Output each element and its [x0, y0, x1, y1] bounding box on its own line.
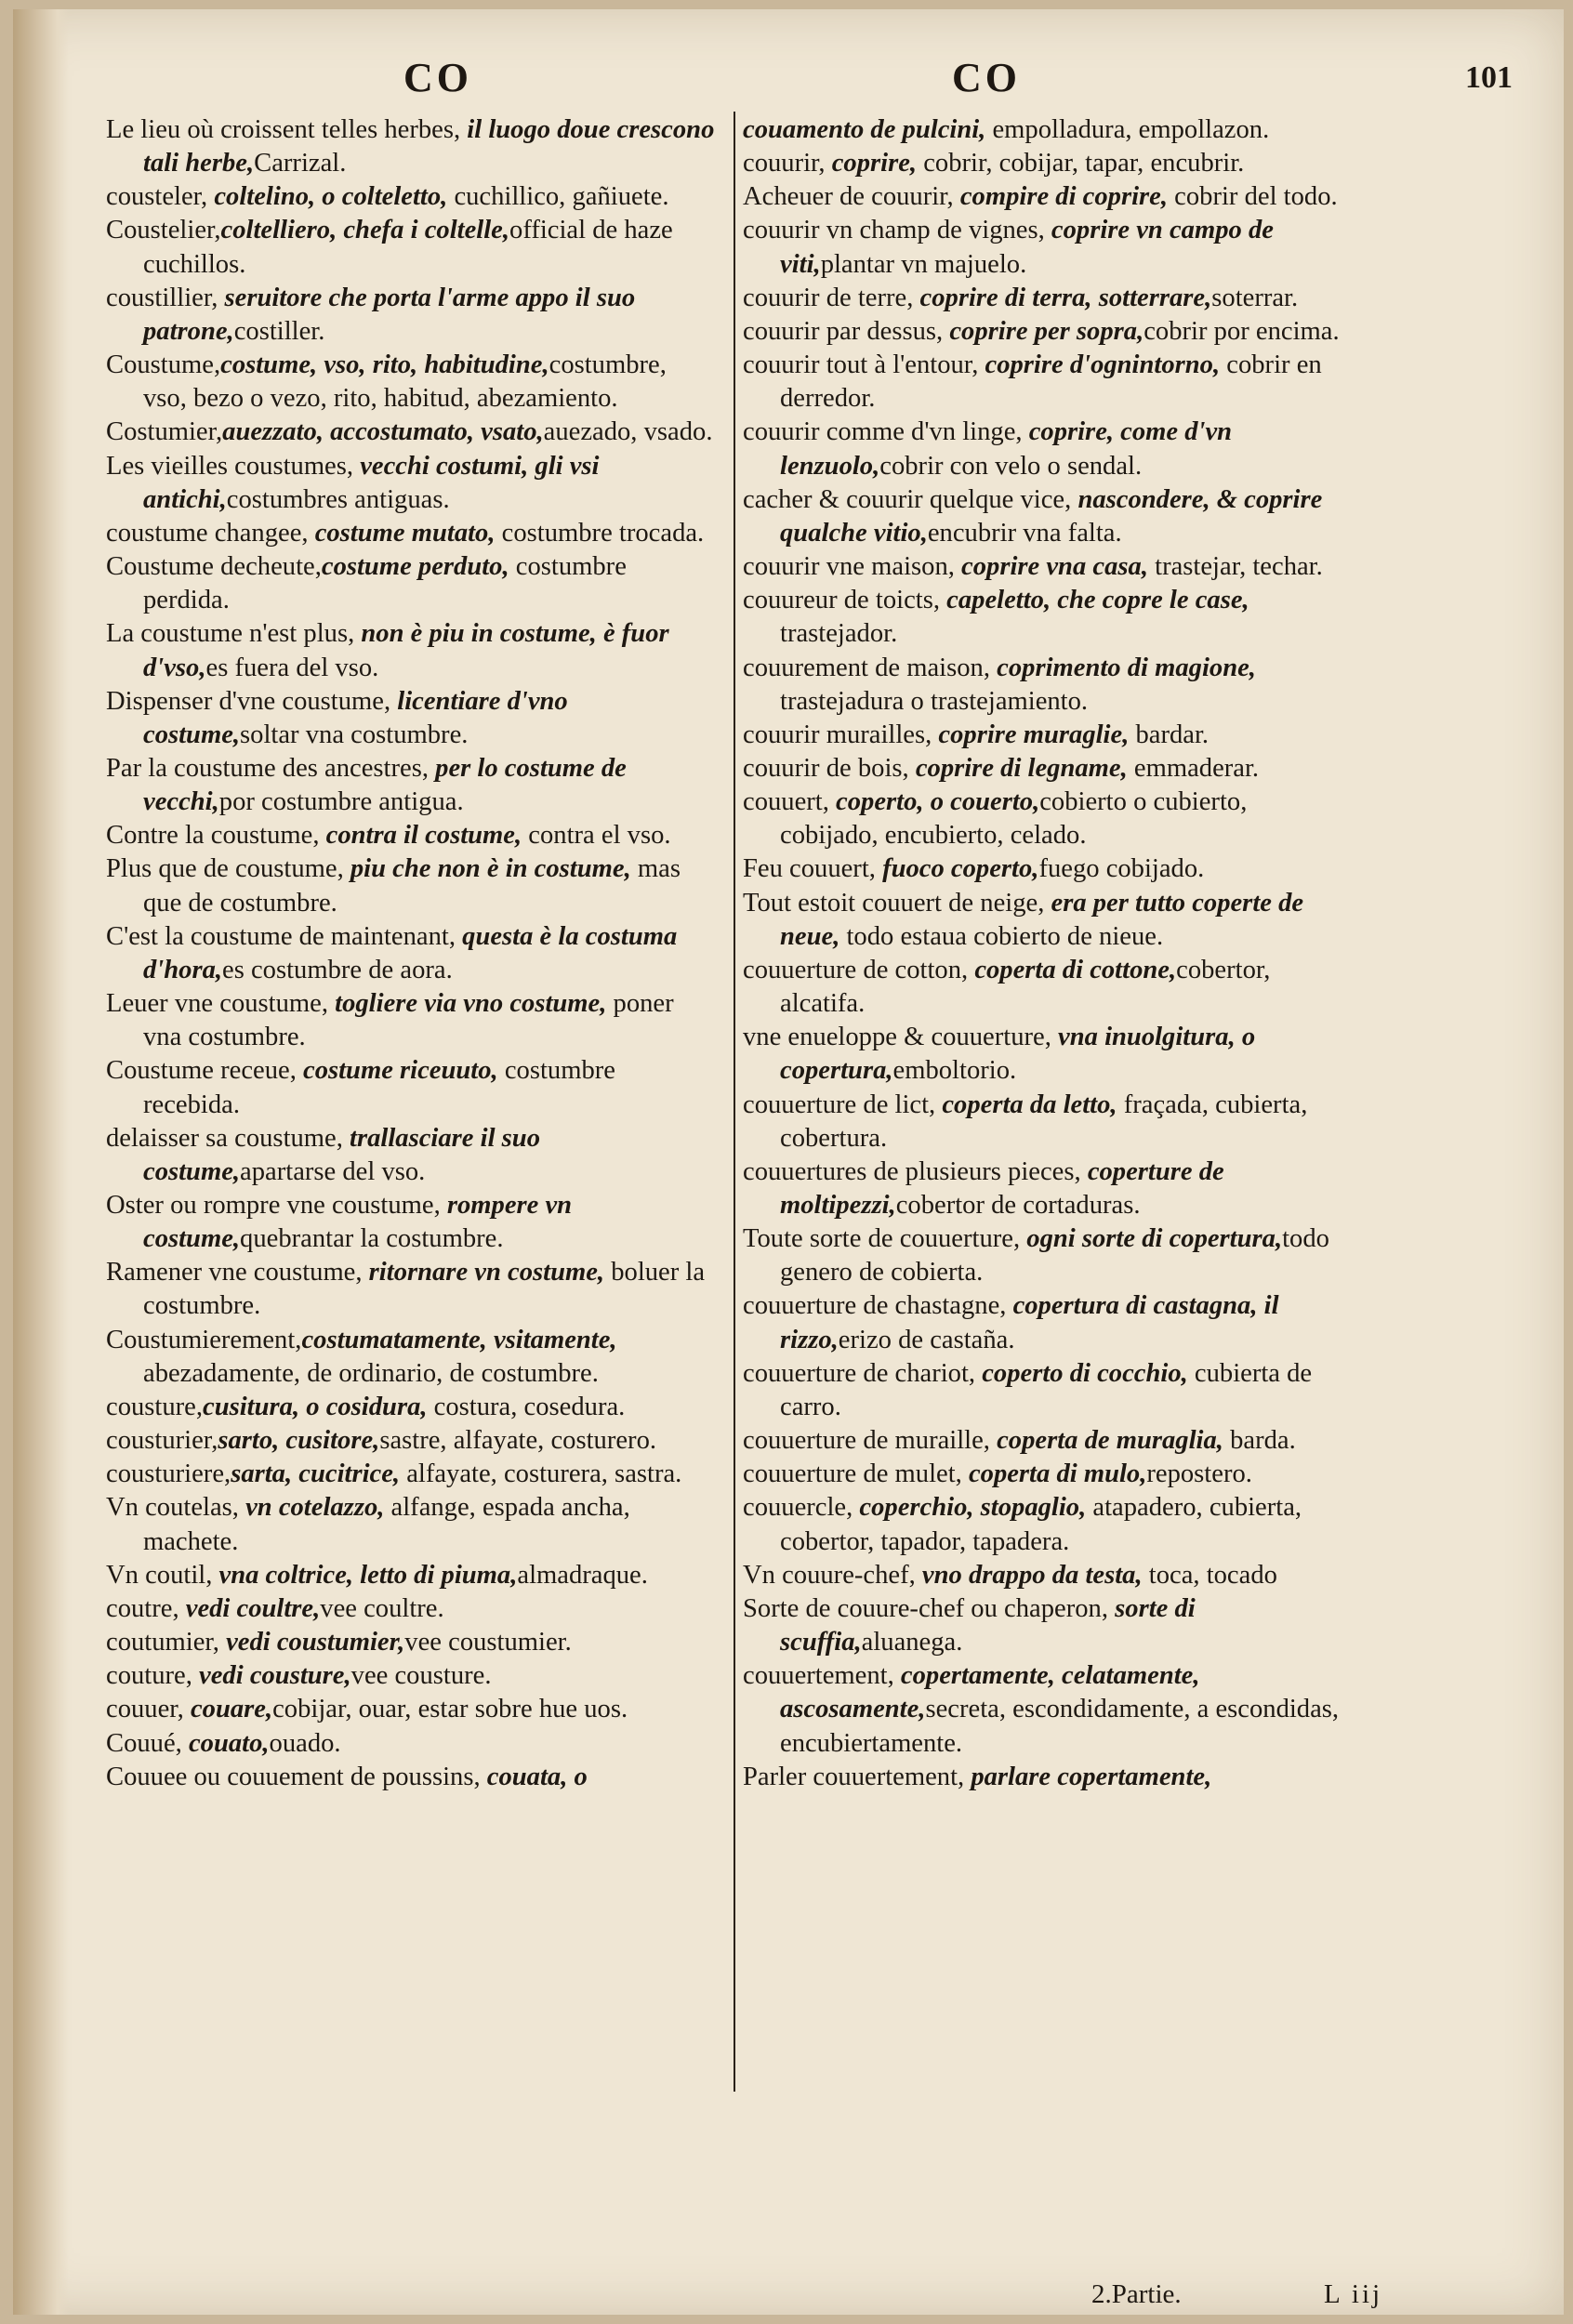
dictionary-entry [106, 752, 715, 819]
italian-gloss: ogni sorte di copertura, [1026, 1224, 1283, 1254]
italian-gloss: coprire d'ognintorno, [985, 350, 1221, 380]
spanish-gloss: boluer la costumbre. [143, 1258, 706, 1321]
french-headword: Costumier, [106, 417, 223, 447]
italian-gloss: ritornare vn costume, [368, 1258, 605, 1287]
dictionary-entry [743, 1659, 1352, 1760]
italian-gloss: trallasciare il suo costume, [143, 1123, 540, 1186]
french-headword: Coustumierement, [106, 1325, 302, 1354]
dictionary-entry [106, 1122, 715, 1189]
italian-gloss: coprimento di magione, [997, 653, 1256, 682]
dictionary-entry [106, 550, 715, 617]
french-headword: Vn coutelas, [106, 1493, 246, 1523]
dictionary-entry [743, 852, 1352, 886]
french-headword: couureur de toicts, [743, 586, 947, 615]
french-headword: Oster ou rompre vne coustume, [106, 1191, 447, 1220]
spanish-gloss: plantar vn majuelo. [820, 249, 1027, 279]
dictionary-entry [743, 282, 1352, 315]
dictionary-entry [743, 1021, 1352, 1088]
italian-gloss: compire di coprire, [959, 182, 1169, 212]
french-headword: Ramener vne coustume, [106, 1258, 369, 1287]
italian-gloss: sorte di scuffia, [780, 1593, 1196, 1657]
french-headword: couuer, [106, 1695, 191, 1724]
italian-gloss: vecchi costumi, gli vsi antichi, [143, 451, 600, 514]
dictionary-entry [106, 1761, 715, 1794]
spanish-gloss: alfayate, costurera, sastra. [400, 1459, 682, 1489]
italian-gloss: era per tutto coperte de neue, [780, 888, 1304, 951]
dictionary-entry [106, 819, 715, 852]
italian-gloss: costumatamente, vsitamente, [301, 1325, 617, 1354]
italian-gloss: sarta, cucitrice, [231, 1459, 401, 1489]
italian-gloss: vna inuolgitura, o copertura, [780, 1023, 1256, 1086]
french-headword: Parler couuertement, [743, 1762, 972, 1791]
dictionary-entry [743, 349, 1352, 416]
spanish-gloss: cuchillico, gañiuete. [447, 182, 669, 212]
french-headword: couuerture de chastagne, [743, 1291, 1013, 1321]
dictionary-entry [743, 214, 1352, 281]
french-headword: Coustelier, [106, 216, 221, 245]
french-headword: couurir tout à l'entour, [743, 350, 985, 380]
dictionary-entry [743, 1458, 1352, 1491]
french-headword: couurir, [743, 149, 832, 178]
dictionary-entry [106, 450, 715, 517]
french-headword: Coustume receue, [106, 1056, 303, 1086]
running-head-left: CO [403, 55, 472, 100]
spanish-gloss: soltar vna costumbre. [240, 720, 469, 749]
dictionary-entry [106, 685, 715, 752]
italian-gloss: coprire per sopra, [949, 316, 1144, 346]
dictionary-entry [743, 786, 1352, 852]
spanish-gloss: atapadero, cubierta, cobertor, tapador, tapadera. [780, 1493, 1302, 1556]
italian-gloss: copertamente, celatamente, ascosamente, [780, 1661, 1200, 1724]
spanish-gloss: por costumbre antigua. [218, 787, 464, 817]
dictionary-entry [743, 1222, 1352, 1289]
dictionary-entry [106, 1626, 715, 1659]
dictionary-entry [106, 1256, 715, 1323]
french-headword: coustillier, [106, 283, 225, 312]
spanish-gloss: aluanega. [861, 1628, 963, 1657]
french-headword: couuerture de chariot, [743, 1358, 983, 1388]
running-head-right: CO [952, 55, 1021, 100]
french-headword: couuerture de lict, [743, 1089, 943, 1119]
french-headword: Les vieilles coustumes, [106, 451, 361, 481]
french-headword: Par la coustume des ancestres, [106, 753, 436, 783]
french-headword: cousteler, [106, 182, 215, 212]
dictionary-entry [106, 416, 715, 449]
french-headword: coustume changee, [106, 518, 315, 548]
french-headword: vne enueloppe & couuerture, [743, 1023, 1059, 1052]
dictionary-entry [743, 1592, 1352, 1659]
dictionary-entry [743, 887, 1352, 954]
spanish-gloss: almadraque. [517, 1560, 648, 1590]
spanish-gloss: official de haze cuchillos. [143, 216, 673, 279]
dictionary-entry [106, 1189, 715, 1256]
spanish-gloss: cobrir por encima. [1143, 316, 1340, 346]
italian-gloss: non è piu in costume, è fuor d'vso, [143, 619, 669, 682]
spanish-gloss: mas que de costumbre. [143, 854, 681, 918]
spanish-gloss: costura, cosedura. [427, 1392, 626, 1421]
french-headword: couuerture de muraille, [743, 1426, 998, 1456]
spanish-gloss: poner vna costumbre. [143, 989, 674, 1052]
dictionary-entry [106, 1727, 715, 1761]
italian-gloss: costume, vso, rito, habitudine, [220, 350, 549, 380]
italian-gloss: questa è la costuma d'hora, [143, 921, 678, 984]
french-headword: Coustume, [106, 350, 221, 380]
spanish-gloss: costumbre, vso, bezo o vezo, rito, habitud, abezamiento. [143, 350, 667, 414]
spanish-gloss: cubierta de carro. [780, 1358, 1313, 1421]
spanish-gloss: es costumbre de aora. [222, 955, 453, 984]
italian-gloss: auezzato, accostumato, vsato, [222, 417, 544, 447]
dictionary-entry [106, 1424, 715, 1458]
italian-gloss: fuoco coperto, [882, 854, 1039, 884]
french-headword: C'est la coustume de maintenant, [106, 921, 463, 951]
dictionary-entry [743, 1491, 1352, 1558]
dictionary-entry [743, 483, 1352, 550]
italian-gloss: coperto, o couerto, [836, 787, 1040, 817]
french-headword: couuert, [743, 787, 837, 817]
spanish-gloss: sastre, alfayate, costurero. [379, 1426, 657, 1456]
french-headword: cousturiere, [106, 1459, 231, 1489]
italian-gloss: coltelino, o colteletto, [214, 182, 448, 212]
dictionary-entry [106, 1391, 715, 1424]
dictionary-entry [106, 1659, 715, 1693]
italian-gloss: il luogo doue crescono tali herbe, [143, 115, 715, 178]
italian-gloss: couata, o [486, 1762, 588, 1791]
spanish-gloss: costumbre perdida. [143, 552, 627, 615]
spanish-gloss: barda. [1223, 1426, 1296, 1456]
spanish-gloss: toca, tocado [1142, 1560, 1277, 1590]
dictionary-entry [106, 214, 715, 281]
italian-gloss: coprire di terra, sotterrare, [919, 283, 1212, 312]
dictionary-entry [743, 954, 1352, 1021]
spanish-gloss: alfange, espada ancha, machete. [143, 1493, 630, 1556]
spanish-gloss: soterrar. [1211, 283, 1299, 312]
spanish-gloss: es fuera del vso. [205, 653, 379, 682]
french-headword: Sorte de couure-chef ou chaperon, [743, 1593, 1116, 1623]
dictionary-entry [743, 113, 1352, 147]
french-headword: couuerture de cotton, [743, 955, 975, 984]
spanish-gloss: cobertor de cortaduras. [895, 1191, 1141, 1220]
dictionary-entry [743, 1424, 1352, 1458]
italian-gloss: togliere via vno costume, [335, 989, 607, 1019]
dictionary-entry [106, 1491, 715, 1558]
french-headword: couurir de bois, [743, 753, 916, 783]
spanish-gloss: emboltorio. [892, 1056, 1017, 1086]
spanish-gloss: costumbres antiguas. [226, 484, 450, 514]
spanish-gloss: vee coustumier. [404, 1628, 572, 1657]
spanish-gloss: bardar. [1129, 720, 1209, 749]
italian-gloss: coprire, [831, 149, 918, 178]
dictionary-entry [106, 1324, 715, 1391]
french-headword: Toute sorte de couuerture, [743, 1224, 1027, 1254]
italian-gloss: nascondere, & coprire qualche vitio, [780, 484, 1323, 548]
italian-gloss: copertura di castagna, il rizzo, [780, 1291, 1279, 1354]
french-headword: couuerture de mulet, [743, 1459, 969, 1489]
italian-gloss: vedi cousture, [199, 1661, 351, 1691]
italian-gloss: couare, [190, 1695, 273, 1724]
dictionary-entry [743, 147, 1352, 180]
italian-gloss: coperchio, stopaglio, [859, 1493, 1087, 1523]
spanish-gloss: cobertor, alcatifa. [780, 955, 1271, 1019]
spanish-gloss: cobrir con velo o sendal. [879, 451, 1143, 481]
dictionary-entry [743, 752, 1352, 786]
dictionary-entry [743, 1761, 1352, 1794]
spanish-gloss: todo estaua cobierto de nieue. [839, 921, 1164, 951]
dictionary-entry [743, 315, 1352, 349]
italian-gloss: couamento de pulcini, [743, 115, 986, 144]
spanish-gloss: quebrantar la costumbre. [240, 1224, 504, 1254]
french-headword: Coustume decheute, [106, 552, 322, 582]
spanish-gloss: trastejador. [780, 619, 898, 649]
spanish-gloss: vee cousture. [350, 1661, 492, 1691]
dictionary-entry [106, 617, 715, 684]
french-headword: Feu couuert, [743, 854, 883, 884]
french-headword: couuercle, [743, 1493, 860, 1523]
italian-gloss: parlare copertamente, [971, 1762, 1212, 1791]
dictionary-entry [106, 920, 715, 987]
dictionary-entry [106, 987, 715, 1054]
spanish-gloss: ouado. [269, 1728, 341, 1758]
italian-gloss: piu che non è in costume, [350, 854, 631, 884]
dictionary-entry [106, 1458, 715, 1491]
dictionary-entry [743, 1155, 1352, 1222]
french-headword: couuertures de plusieurs pieces, [743, 1156, 1088, 1186]
italian-gloss: cusitura, o cosidura, [203, 1392, 428, 1421]
dictionary-entry [106, 282, 715, 349]
italian-gloss: coperta de muraglia, [997, 1426, 1223, 1456]
dictionary-entry [106, 349, 715, 416]
italian-gloss: coperta di cottone, [974, 955, 1177, 984]
spanish-gloss: trastejadura o trastejamiento. [780, 686, 1089, 716]
french-headword: couurir de terre, [743, 283, 920, 312]
dictionary-entry [743, 550, 1352, 584]
french-headword: cousturier, [106, 1426, 218, 1456]
italian-gloss: costume perduto, [321, 552, 509, 582]
french-headword: Couué, [106, 1728, 189, 1758]
french-headword: Couuee ou couuement de poussins, [106, 1762, 487, 1791]
column-rule [734, 112, 735, 2092]
dictionary-page [13, 9, 1564, 2315]
left-column [106, 113, 715, 1794]
italian-gloss: seruitore che porta l'arme appo il suo patrone, [143, 283, 636, 346]
french-headword: Leuer vne coustume, [106, 989, 336, 1019]
french-headword: Vn couure-chef, [743, 1560, 922, 1590]
french-headword: Le lieu où croissent telles herbes, [106, 115, 468, 144]
spanish-gloss: Carrizal. [254, 149, 347, 178]
spanish-gloss: encubrir vna falta. [927, 518, 1122, 548]
spanish-gloss: contra el vso. [522, 821, 671, 851]
italian-gloss: vna coltrice, letto di piuma, [218, 1560, 518, 1590]
italian-gloss: costume riceuuto, [303, 1056, 498, 1086]
italian-gloss: coperture de moltipezzi, [780, 1156, 1224, 1220]
spanish-gloss: todo genero de cobierta. [780, 1224, 1329, 1287]
dictionary-entry [106, 1054, 715, 1121]
dictionary-entry [106, 1592, 715, 1626]
binding-shadow [13, 9, 69, 2315]
spanish-gloss: abezadamente, de ordinario, de costumbre. [143, 1358, 599, 1388]
italian-gloss: coprire, come d'vn lenzuolo, [780, 417, 1233, 481]
spanish-gloss: fuego cobijado. [1038, 854, 1205, 884]
italian-gloss: vedi coustumier, [226, 1628, 405, 1657]
italian-gloss: vn cotelazzo, [245, 1493, 385, 1523]
dictionary-entry [743, 584, 1352, 651]
italian-gloss: coprire vna casa, [961, 552, 1148, 582]
italian-gloss: vno drappo da testa, [921, 1560, 1143, 1590]
french-headword: couurir vn champ de vignes, [743, 216, 1051, 245]
spanish-gloss: fraçada, cubierta, cobertura. [780, 1089, 1308, 1153]
french-headword: couuertement, [743, 1661, 901, 1691]
dictionary-entry [106, 852, 715, 919]
dictionary-entry [106, 180, 715, 214]
french-headword: Vn coutil, [106, 1560, 219, 1590]
italian-gloss: coprire muraglie, [938, 720, 1130, 749]
dictionary-entry [743, 180, 1352, 214]
spanish-gloss: auezado, vsado. [543, 417, 713, 447]
italian-gloss: costume mutato, [314, 518, 496, 548]
french-headword: couture, [106, 1661, 200, 1691]
italian-gloss: coprire vn campo de viti, [780, 216, 1274, 279]
italian-gloss: coperta da letto, [942, 1089, 1117, 1119]
spanish-gloss: cobrir, cobijar, tapar, encubrir. [917, 149, 1245, 178]
french-headword: cacher & couurir quelque vice, [743, 484, 1078, 514]
italian-gloss: per lo costume de vecchi, [143, 753, 627, 817]
spanish-gloss: empolladura, empollazon. [985, 115, 1270, 144]
dictionary-entry [743, 416, 1352, 482]
french-headword: couurement de maison, [743, 653, 998, 682]
spanish-gloss: secreta, escondidamente, a escondidas, encubiertamente. [780, 1695, 1340, 1758]
dictionary-entry [743, 1289, 1352, 1356]
french-headword: Acheuer de couurir, [743, 182, 960, 212]
french-headword: La coustume n'est plus, [106, 619, 362, 649]
spanish-gloss: erizo de castaña. [838, 1325, 1015, 1354]
right-column [743, 113, 1352, 1794]
spanish-gloss: cobrir del todo. [1168, 182, 1338, 212]
french-headword: coutumier, [106, 1628, 227, 1657]
spanish-gloss: emmaderar. [1127, 753, 1260, 783]
spanish-gloss: apartarse del vso. [240, 1156, 426, 1186]
signature-mark: 2.Partie. [1091, 2279, 1182, 2309]
french-headword: cousture, [106, 1392, 204, 1421]
spanish-gloss: costumbre recebida. [143, 1056, 615, 1119]
spanish-gloss: repostero. [1146, 1459, 1252, 1489]
italian-gloss: coltelliero, chefa i coltelle, [220, 216, 510, 245]
dictionary-entry [743, 719, 1352, 752]
dictionary-entry [743, 1089, 1352, 1155]
spanish-gloss: trastejar, techar. [1147, 552, 1323, 582]
italian-gloss: capeletto, che copre le case, [946, 586, 1249, 615]
dictionary-entry [106, 1693, 715, 1726]
french-headword: couurir murailles, [743, 720, 939, 749]
dictionary-entry [743, 652, 1352, 719]
spanish-gloss: vee coultre. [320, 1593, 444, 1623]
page-number: 101 [1465, 60, 1513, 95]
french-headword: Dispenser d'vne coustume, [106, 686, 398, 716]
italian-gloss: contra il costume, [325, 821, 522, 851]
french-headword: delaisser sa coustume, [106, 1123, 350, 1153]
dictionary-entry [106, 113, 715, 180]
french-headword: Tout estoit couuert de neige, [743, 888, 1051, 918]
french-headword: coutre, [106, 1593, 186, 1623]
italian-gloss: vedi coultre, [185, 1593, 321, 1623]
french-headword: Contre la coustume, [106, 821, 326, 851]
spanish-gloss: costiller. [233, 316, 325, 346]
spanish-gloss: cobijar, ouar, estar sobre hue uos. [272, 1695, 628, 1724]
dictionary-entry [743, 1357, 1352, 1424]
italian-gloss: coperta di mulo, [968, 1459, 1147, 1489]
spanish-gloss: cobrir en derredor. [780, 350, 1322, 414]
dictionary-entry [743, 1559, 1352, 1592]
spanish-gloss: costumbre trocada. [495, 518, 705, 548]
dictionary-entry [106, 517, 715, 550]
italian-gloss: coperto di cocchio, [982, 1358, 1188, 1388]
french-headword: couurir comme d'vn linge, [743, 417, 1029, 447]
italian-gloss: couato, [188, 1728, 270, 1758]
french-headword: Plus que de coustume, [106, 854, 350, 884]
sheet-mark: L iij [1324, 2279, 1383, 2309]
dictionary-entry [106, 1559, 715, 1592]
italian-gloss: rompere vn costume, [143, 1191, 573, 1254]
italian-gloss: coprire di legname, [915, 753, 1128, 783]
french-headword: couurir par dessus, [743, 316, 950, 346]
italian-gloss: sarto, cusitore, [218, 1426, 380, 1456]
french-headword: couurir vne maison, [743, 552, 962, 582]
italian-gloss: licentiare d'vno costume, [143, 686, 568, 749]
spanish-gloss: cobierto o cubierto, cobijado, encubierto, celado. [780, 787, 1248, 851]
